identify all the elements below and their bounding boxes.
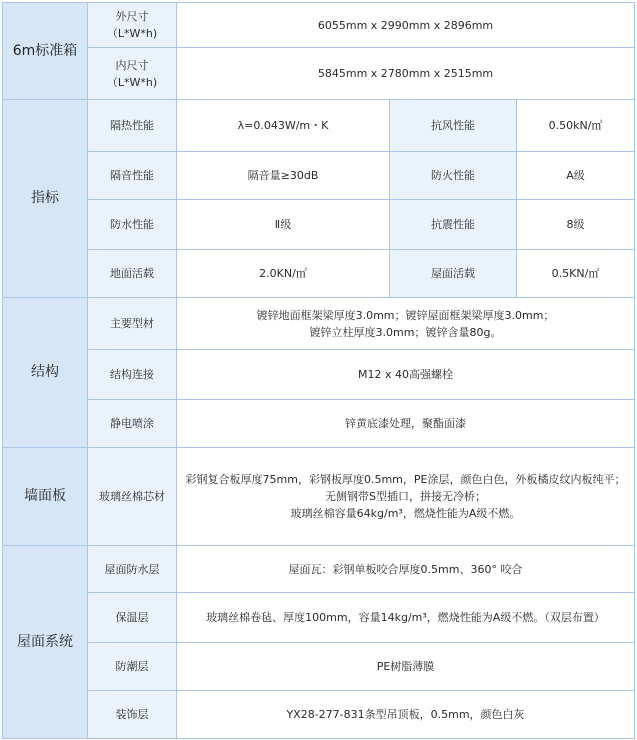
table-row [3, 691, 635, 739]
section-structure: 结构 [3, 298, 88, 448]
fireproof-label: 防火性能 [390, 152, 517, 200]
roof-load-label: 屋面活载 [390, 250, 517, 298]
roof-waterproof-label: 屋面防水层 [88, 546, 177, 593]
inner-size-value: 5845mm x 2780mm x 2515mm [177, 48, 635, 100]
main-profile-value [177, 298, 635, 350]
coating-label: 静电喷涂 [88, 400, 177, 448]
wall-panel-value [177, 448, 635, 546]
roof-waterproof-value: 屋面瓦：彩钢单板咬合厚度0.5mm、360° 咬合 [177, 546, 635, 593]
section-container: 6m标准箱 [3, 3, 88, 100]
decoration-label: 装饰层 [88, 691, 177, 739]
seismic-value: 8级 [517, 200, 635, 250]
decoration-value: YX28-277-831条型吊顶板，0.5mm，颜色白灰 [177, 691, 635, 739]
spec-table [2, 2, 635, 739]
section-index: 指标 [3, 100, 88, 298]
sound-label: 隔音性能 [88, 152, 177, 200]
table-row [3, 48, 635, 100]
insulation-label: 隔热性能 [88, 100, 177, 152]
sound-value: 隔音量≥30dB [177, 152, 390, 200]
connection-label: 结构连接 [88, 350, 177, 400]
waterproof-label: 防水性能 [88, 200, 177, 250]
connection-value: M12 x 40高强螺栓 [177, 350, 635, 400]
wall-panel-line-3: 玻璃丝棉容量64kg/m³，燃烧性能为A级不燃。 [290, 507, 521, 520]
table-row [3, 250, 635, 298]
insulation-value: λ=0.043W/m・K [177, 100, 390, 152]
roof-insulation-label: 保温层 [88, 593, 177, 643]
table-row [3, 400, 635, 448]
table-row [3, 100, 635, 152]
roof-load-value: 0.5KN/㎡ [517, 250, 635, 298]
moisture-value: PE树脂薄膜 [177, 643, 635, 691]
seismic-label: 抗震性能 [390, 200, 517, 250]
main-profile-label: 主要型材 [88, 298, 177, 350]
table-row [3, 3, 635, 48]
table-row [3, 643, 635, 691]
wall-panel-label: 玻璃丝棉芯材 [88, 448, 177, 546]
table-row [3, 593, 635, 643]
table-row [3, 448, 635, 546]
section-wall: 墙面板 [3, 448, 88, 546]
table-row [3, 152, 635, 200]
wall-panel-line-1: 彩钢复合板厚度75mm，彩钢板厚度0.5mm，PE涂层，颜色白色，外板橘皮纹内板纯平； [185, 473, 626, 486]
floor-load-value: 2.0KN/㎡ [177, 250, 390, 298]
wall-panel-line-2: 无侧钢带S型插口，拼接无冷桥； [325, 490, 486, 503]
outer-size-value: 6055mm x 2990mm x 2896mm [177, 3, 635, 48]
table-row [3, 200, 635, 250]
outer-size-label: 外尺寸（L*W*h) [88, 3, 177, 48]
inner-size-label: 内尺寸（L*W*h) [88, 48, 177, 100]
floor-load-label: 地面活载 [88, 250, 177, 298]
table-row [3, 546, 635, 593]
wind-label: 抗风性能 [390, 100, 517, 152]
fireproof-value: A级 [517, 152, 635, 200]
coating-value: 锌黄底漆处理，聚酯面漆 [177, 400, 635, 448]
wind-value: 0.50kN/㎡ [517, 100, 635, 152]
roof-insulation-value: 玻璃丝棉卷毡、厚度100mm，容量14kg/m³，燃烧性能为A级不燃。（双层布置） [177, 593, 635, 643]
moisture-label: 防潮层 [88, 643, 177, 691]
waterproof-value: Ⅱ级 [177, 200, 390, 250]
table-row [3, 350, 635, 400]
table-row [3, 298, 635, 350]
main-profile-line-1: 镀锌地面框架梁厚度3.0mm；镀锌屋面框架梁厚度3.0mm； [256, 308, 555, 322]
main-profile-line-2: 镀锌立柱厚度3.0mm；镀锌含量80g。 [309, 325, 502, 339]
section-roof: 屋面系统 [3, 546, 88, 739]
